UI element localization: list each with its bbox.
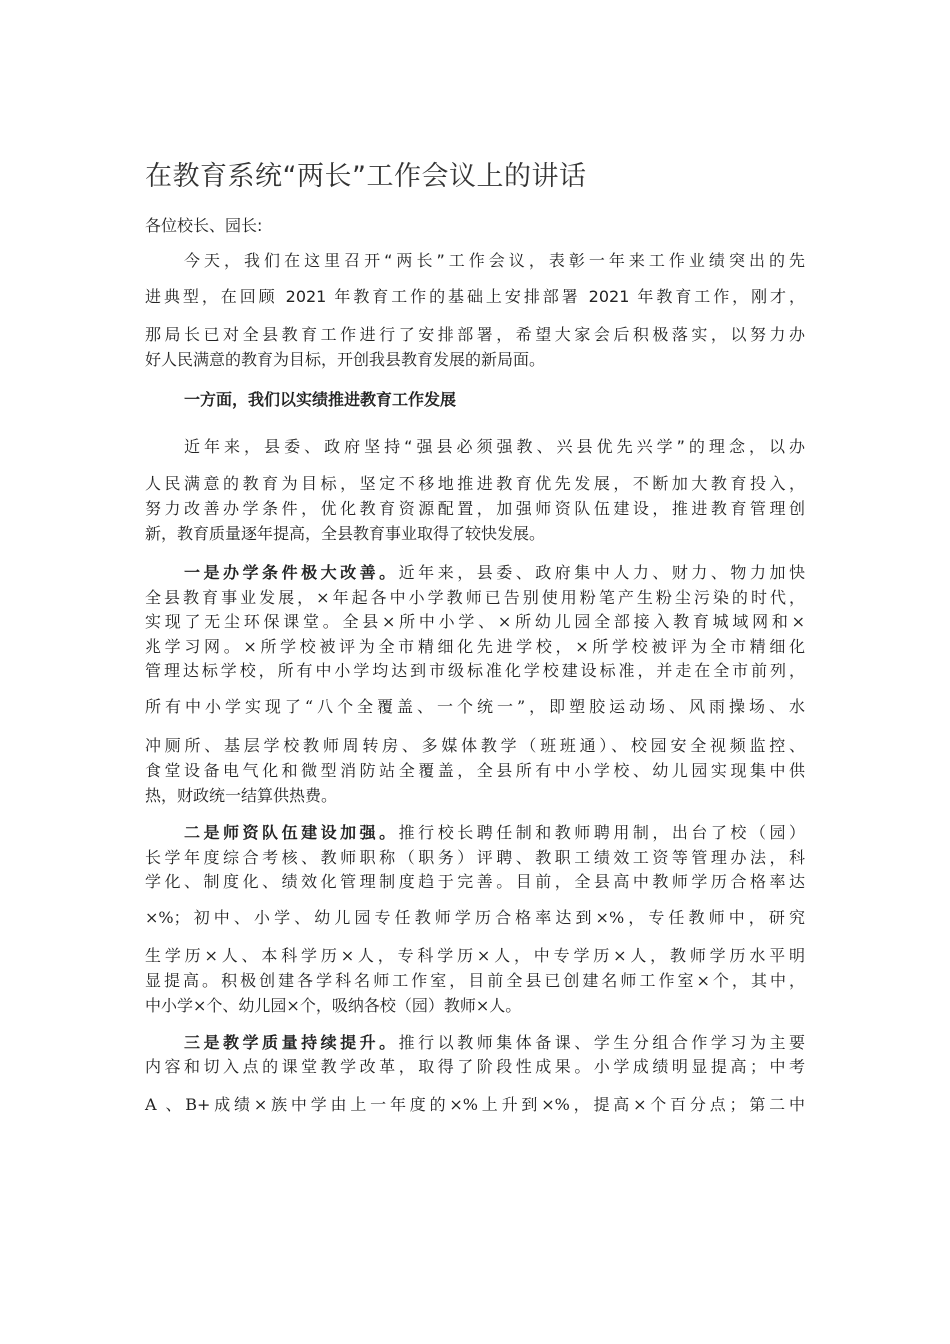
point-2-line: 生学历×人、本科学历×人，专科学历×人，中专学历×人，教师学历水平明 — [145, 946, 805, 965]
point-1-line: 冲厕所、基层学校教师周转房、多媒体教学（班班通）、校园安全视频监控、 — [145, 736, 805, 755]
overview-line: 近年来，县委、政府坚持“强县必须强教、兴县优先兴学”的理念，以办 — [184, 437, 805, 456]
point-1-line: 实现了无尘环保课堂。全县×所中小学、×所幼儿园全部接入教育城域网和× — [145, 612, 805, 631]
intro-line: 今天，我们在这里召开“两长”工作会议，表彰一年来工作业绩突出的先 — [184, 251, 805, 270]
point-1-line: 管理达标学校，所有中小学均达到市级标准化学校建设标准，并走在全市前列， — [145, 661, 805, 680]
point-2-line: 长学年度综合考核、教师职称（职务）评聘、教职工绩效工资等管理办法，科 — [145, 848, 805, 867]
point-2-first-text: 推行校长聘任制和教师聘用制，出台了校（园） — [398, 823, 805, 842]
point-1-first-line — [184, 563, 805, 583]
document-title: 在教育系统“两长”工作会议上的讲话 — [145, 161, 587, 192]
overview-line: 新，教育质量逐年提高，全县教育事业取得了较快发展。 — [145, 524, 546, 543]
point-1-lead: 一是办学条件极大改善。 — [184, 563, 399, 582]
point-2-line: 学化、制度化、绩效化管理制度趋于完善。目前，全县高中教师学历合格率达 — [145, 872, 805, 891]
intro-line: 那局长已对全县教育工作进行了安排部署，希望大家会后积极落实，以努力办 — [145, 325, 805, 344]
point-3-first-line — [184, 1033, 805, 1053]
point-2-line: ×%；初中、小学、幼儿园专任教师学历合格率达到×%，专任教师中，研究 — [145, 908, 805, 927]
overview-line: 人民满意的教育为目标，坚定不移地推进教育优先发展，不断加大教育投入， — [145, 474, 805, 493]
intro-line: 好人民满意的教育为目标，开创我县教育发展的新局面。 — [145, 350, 546, 369]
point-3-first-text: 推行以教师集体备课、学生分组合作学习为主要 — [398, 1033, 805, 1052]
point-1-line: 所有中小学实现了“八个全覆盖、一个统一”，即塑胶运动场、风雨操场、水 — [145, 697, 805, 716]
point-1-line: 热，财政统一结算供热费。 — [145, 786, 338, 805]
point-1-first-text: 近年来，县委、政府集中人力、财力、物力加快 — [398, 563, 805, 582]
point-2-lead: 二是师资队伍建设加强。 — [184, 823, 399, 842]
overview-line: 努力改善办学条件，优化教育资源配置，加强师资队伍建设，推进教育管理创 — [145, 499, 805, 518]
point-1-line: 兆学习网。×所学校被评为全市精细化先进学校，×所学校被评为全市精细化 — [145, 637, 805, 656]
point-1-line: 食堂设备电气化和微型消防站全覆盖，全县所有中小学校、幼儿园实现集中供 — [145, 761, 805, 780]
point-2-line: 显提高。积极创建各学科名师工作室，目前全县已创建名师工作室×个，其中， — [145, 971, 805, 990]
intro-line: 进典型，在回顾 2021 年教育工作的基础上安排部署 2021 年教育工作，刚才， — [145, 287, 805, 306]
point-2-line: 中小学×个、幼儿园×个，吸纳各校（园）教师×人。 — [145, 996, 522, 1015]
section-heading: 一方面，我们以实绩推进教育工作发展 — [184, 390, 457, 409]
salutation: 各位校长、园长: — [145, 216, 263, 235]
point-2-first-line — [184, 823, 805, 843]
point-3-line: 内容和切入点的课堂教学改革，取得了阶段性成果。小学成绩明显提高；中考 — [145, 1057, 805, 1076]
point-1-line: 全县教育事业发展，×年起各中小学教师已告别使用粉笔产生粉尘污染的时代， — [145, 588, 805, 607]
point-3-line: A 、B+成绩×族中学由上一年度的×%上升到×%，提高×个百分点；第二中 — [145, 1095, 805, 1114]
point-3-lead: 三是教学质量持续提升。 — [184, 1033, 399, 1052]
